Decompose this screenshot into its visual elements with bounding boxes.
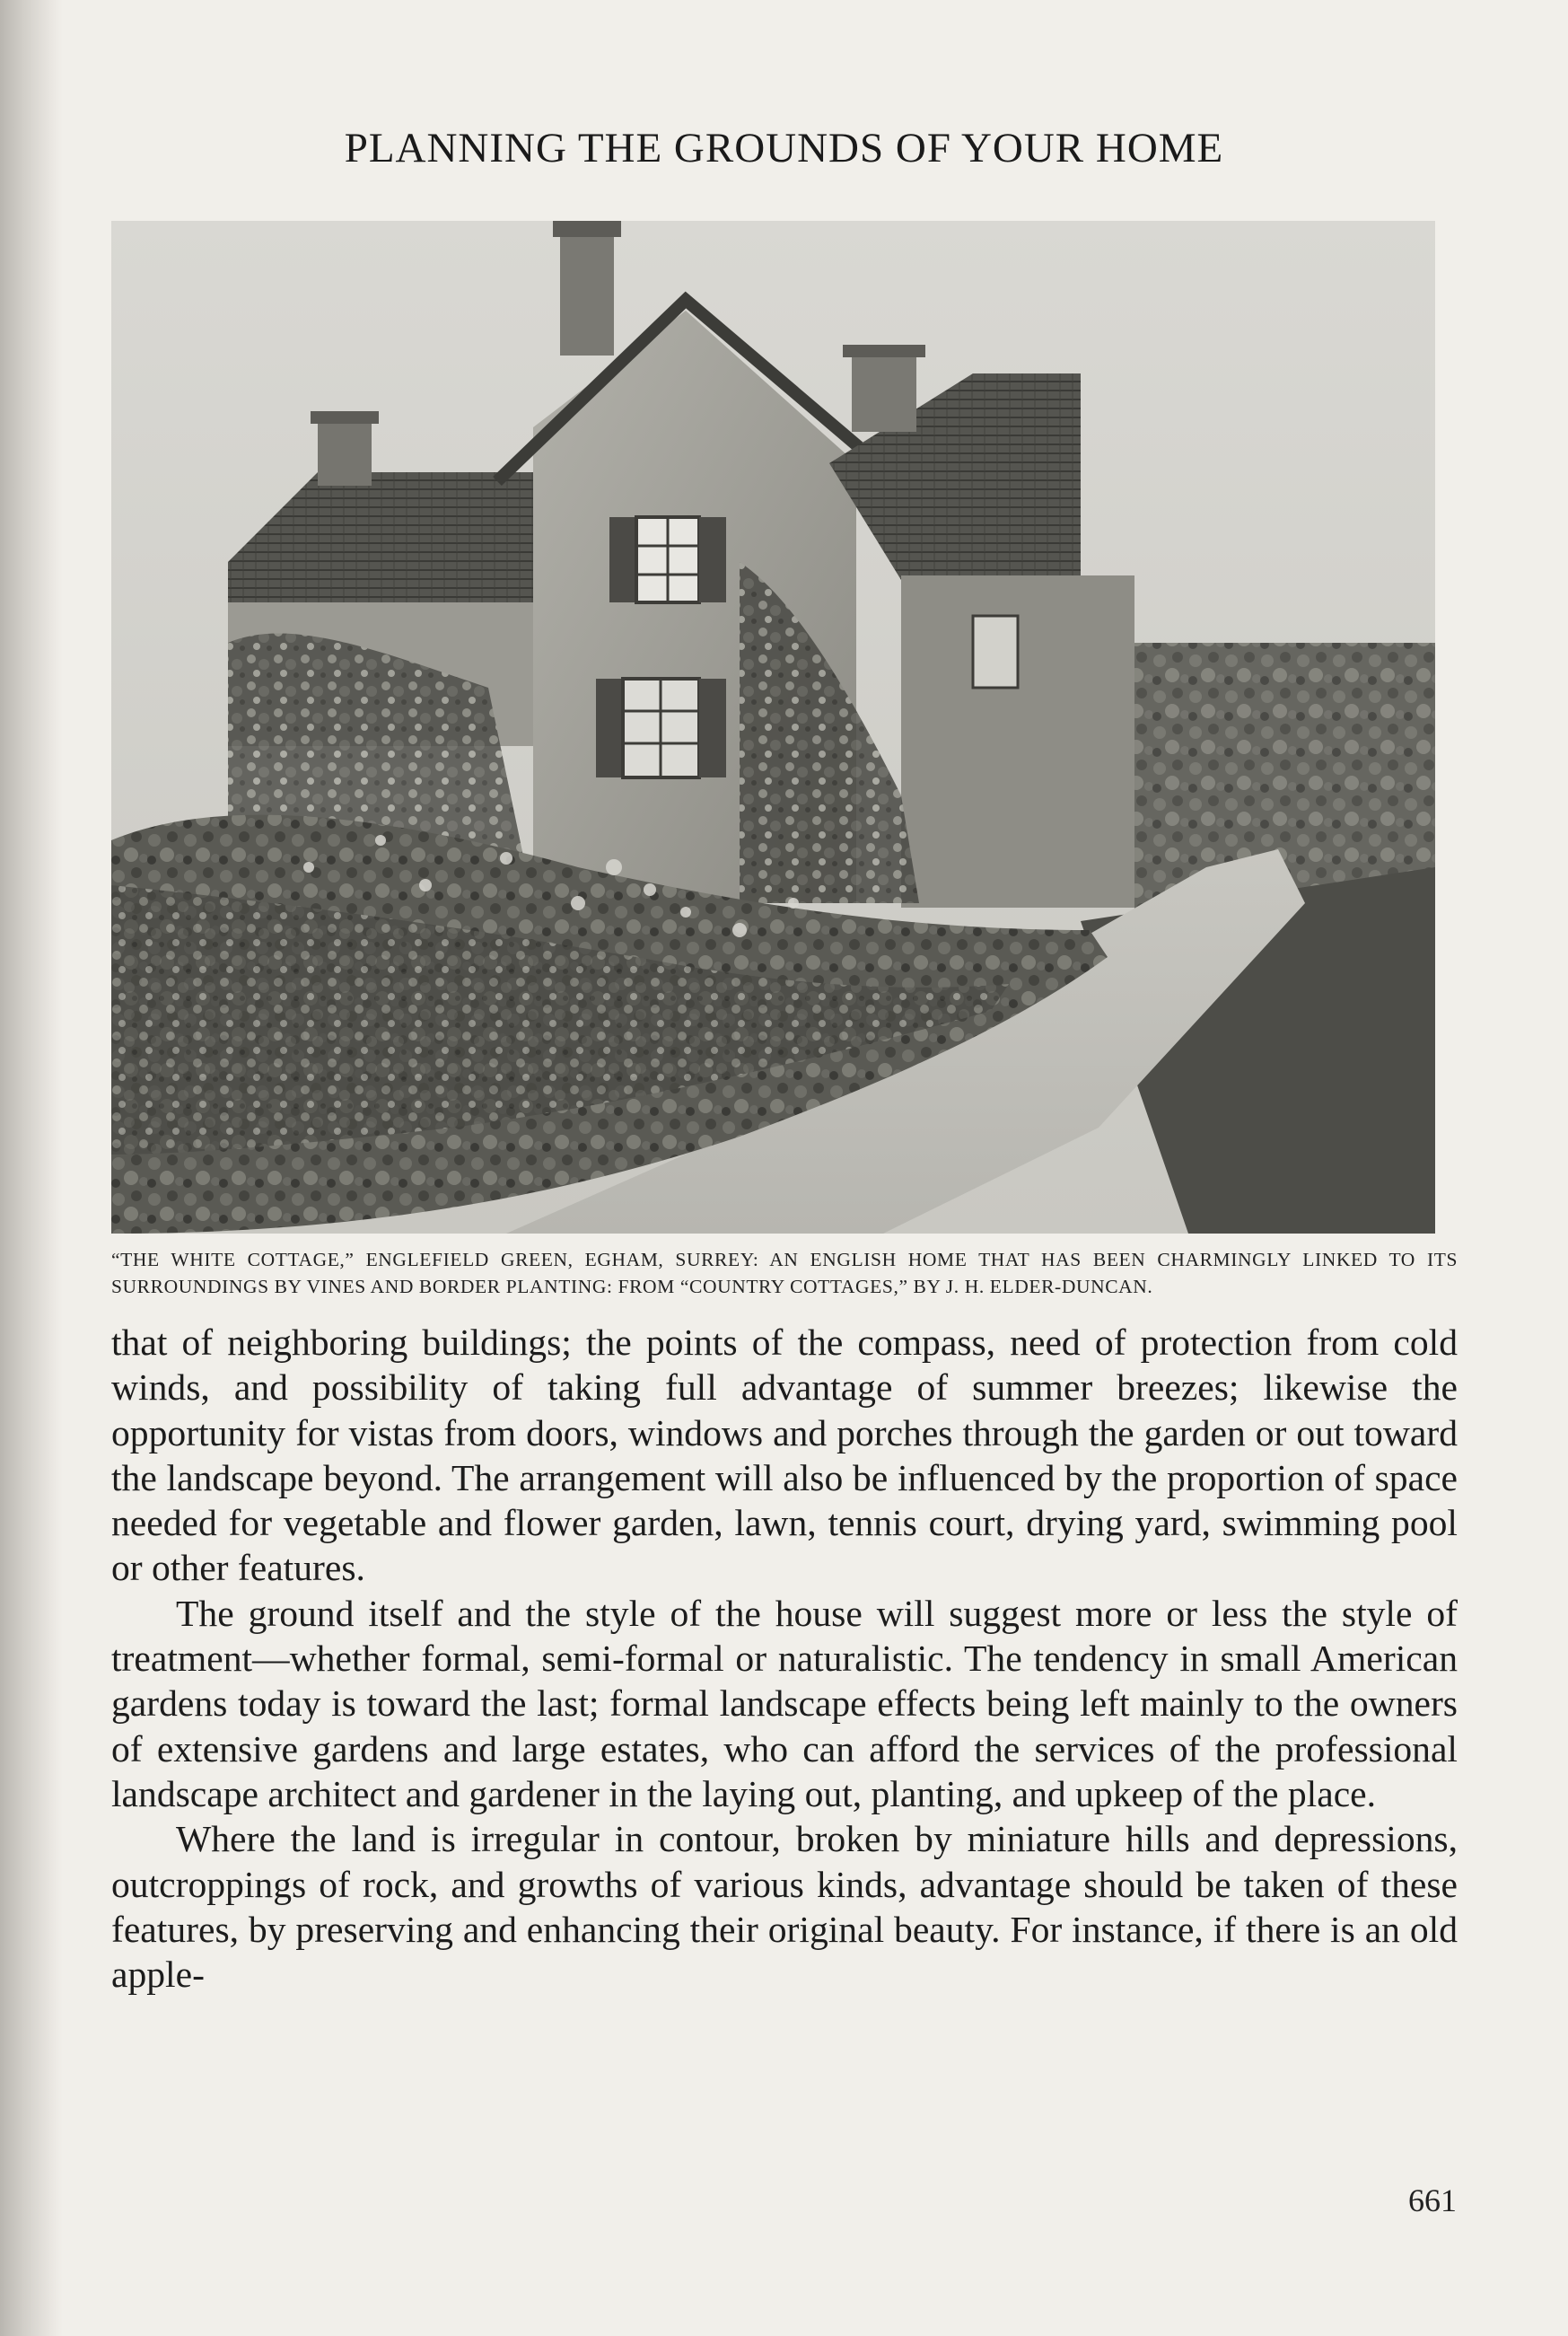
cottage-photograph [111, 221, 1435, 1234]
article-body [111, 1320, 1458, 1997]
body-paragraph: Where the land is irregular in contour, broken by miniature hills and depressions, outcroppings of rock, and growths of various kinds, advantage should be taken of these features, by preserving and enhancing their original beauty. For instance, if there is an old apple- [111, 1818, 1458, 1996]
cottage-photo-illustration [111, 221, 1435, 1234]
photo-caption: “THE WHITE COTTAGE,” ENGLEFIELD GREEN, EGHAM, SURREY: AN ENGLISH HOME THAT HAS BEEN CHARMINGLY LINKED TO ITS SURROUNDINGS BY VINES AND BORDER PLANTING: FROM “COUNTRY COTTAGES,” BY J. H. ELDER-DUNCAN. [111, 1249, 1458, 1297]
body-paragraph: that of neighboring buildings; the points of the compass, need of protection from cold winds, and possibility of taking full advantage of summer breezes; likewise the opportunity for vistas from doors, windows and porches through the garden or out toward the landscape beyond. The arrangement will also be influenced by the proportion of space needed for vegetable and flower garden, lawn, tennis court, drying yard, swimming pool or other features. [111, 1322, 1458, 1589]
body-paragraph: The ground itself and the style of the house will suggest more or less the style of treatment—whether formal, semi-formal or naturalistic. The tendency in small American gardens today is toward the last; formal landscape effects being left mainly to the owners of extensive gardens and large estates, who can afford the services of the professional landscape architect and gardener in the laying out, planting, and upkeep of the place. [111, 1592, 1458, 1814]
page-number: 661 [1408, 2182, 1457, 2218]
running-header: PLANNING THE GROUNDS OF YOUR HOME [344, 125, 1224, 171]
page-gutter-shadow [0, 0, 63, 2336]
